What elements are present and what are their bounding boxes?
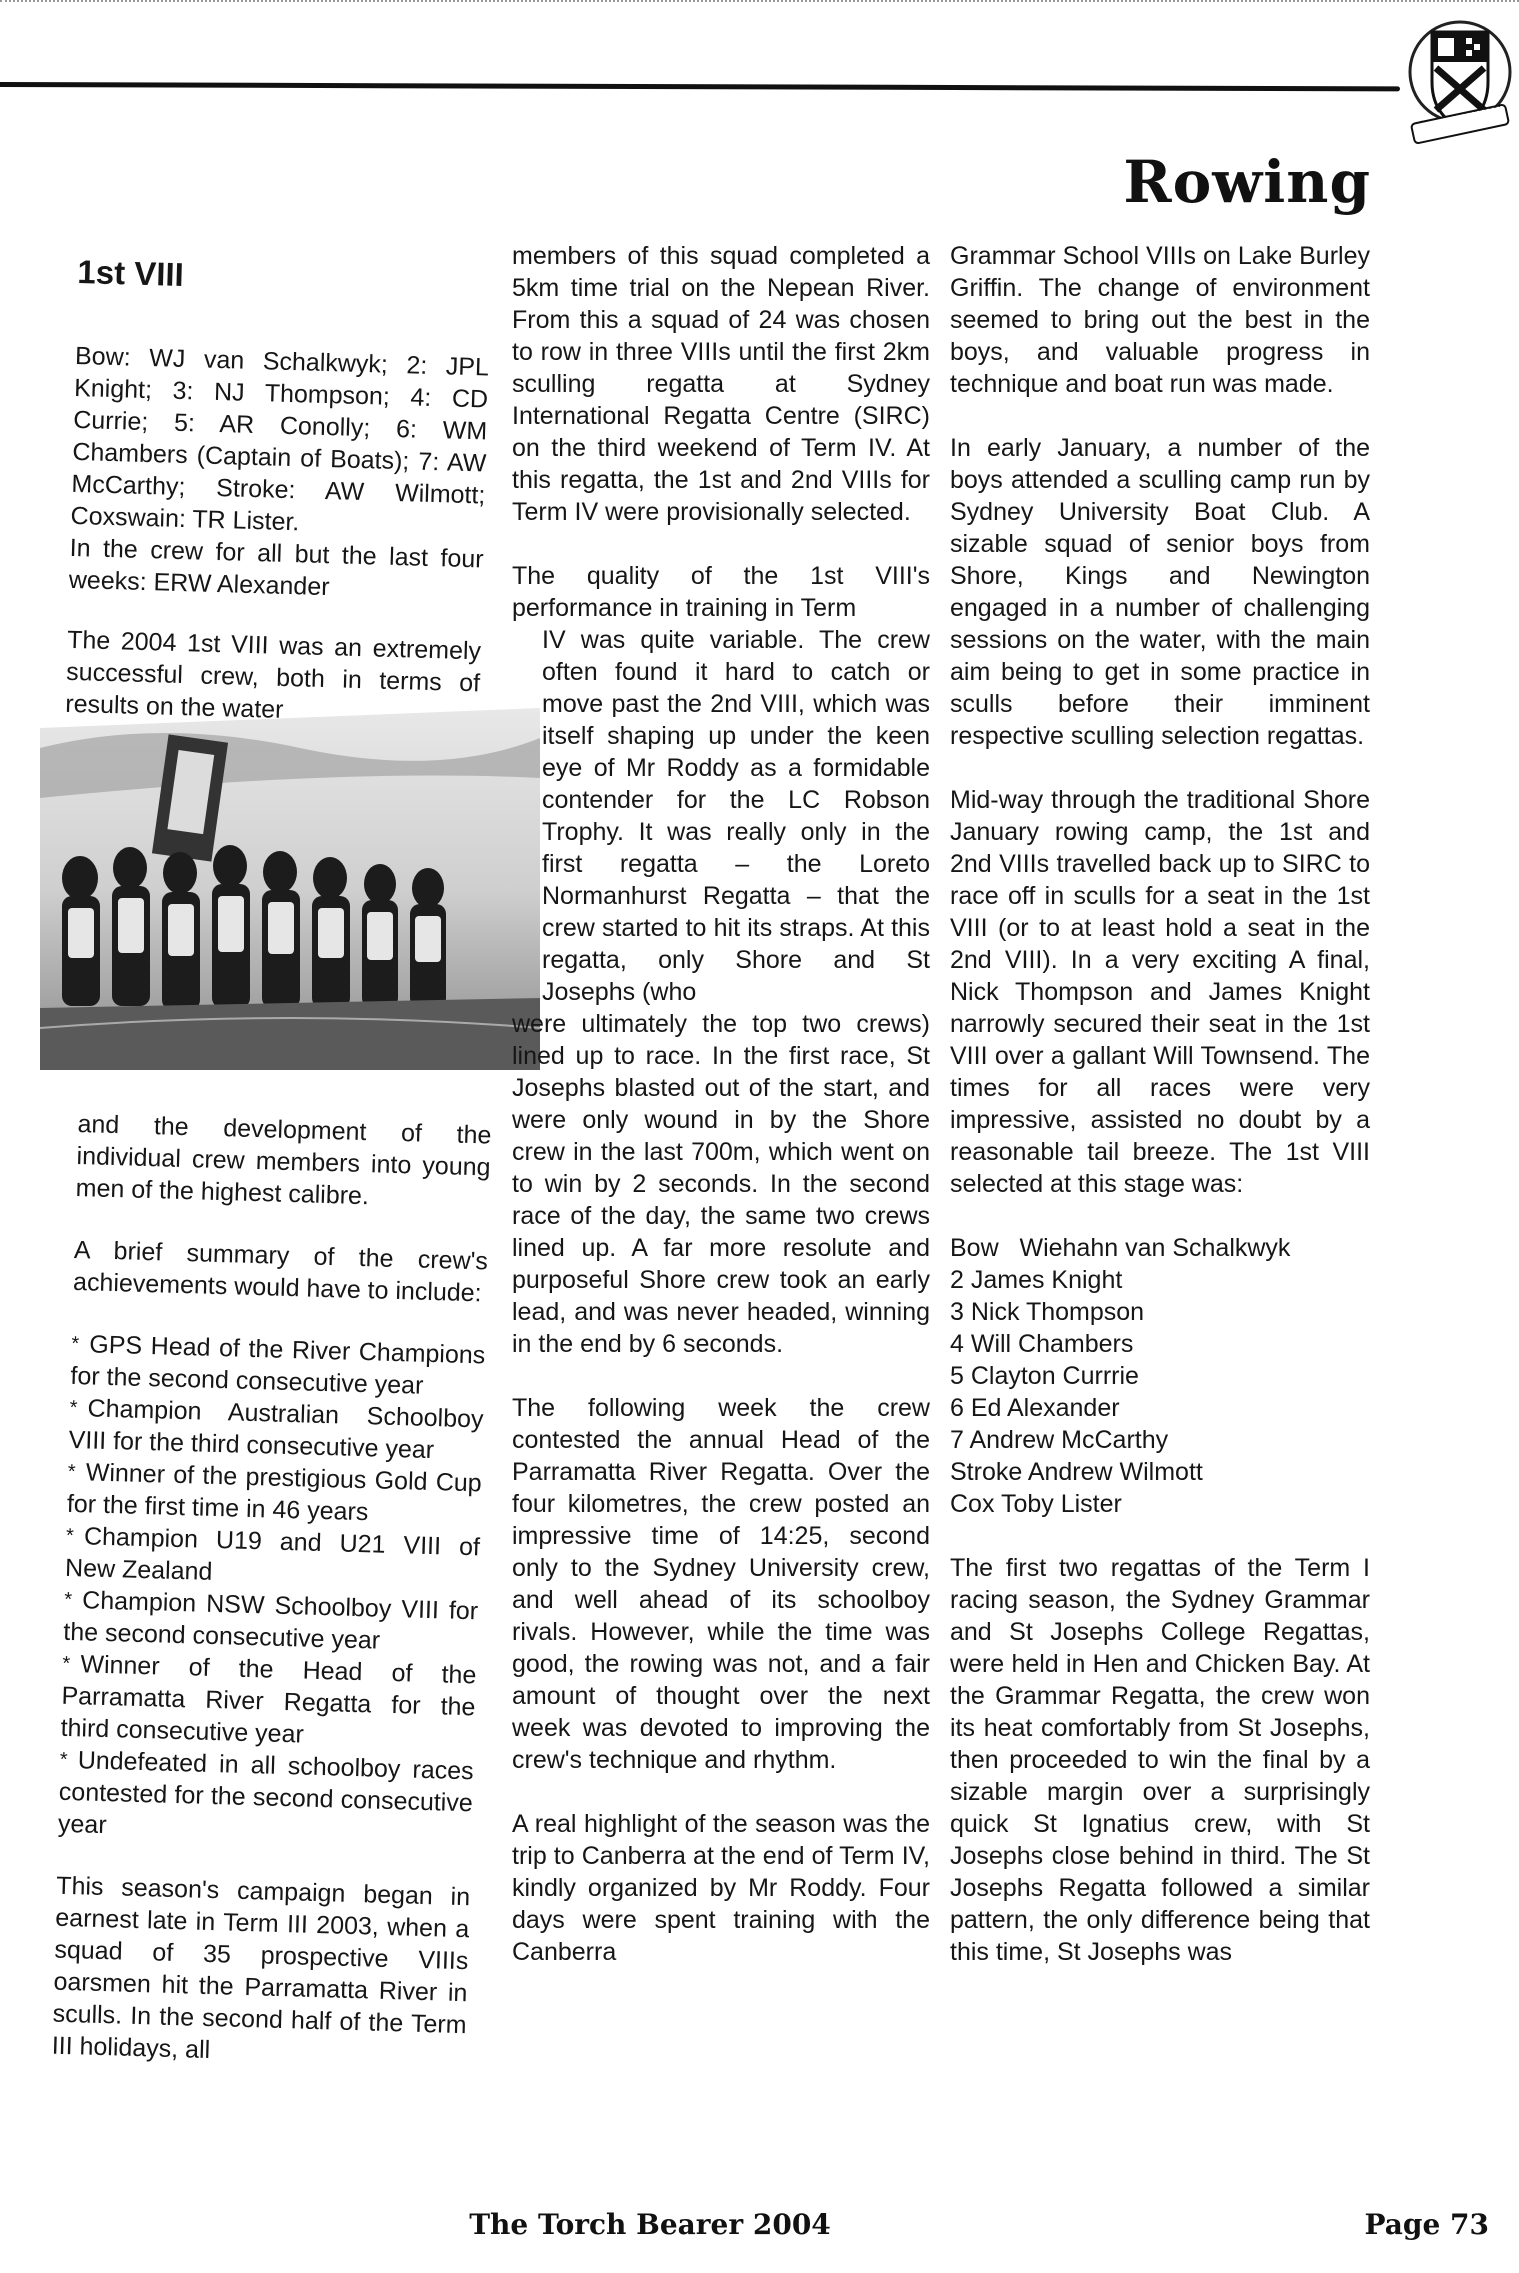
list-item: * GPS Head of the River Champions for the second consecutive year bbox=[70, 1330, 486, 1400]
list-item: * Champion NSW Schoolboy VIII for the second consecutive year bbox=[62, 1586, 479, 1655]
crew-extra: In the crew for all but the last four weeks: ERW Alexander bbox=[68, 533, 484, 602]
selection-paragraph: Mid-way through the traditional Shore January rowing camp, the 1st and 2nd VIIIs travelled back up to SIRC to race off in sculls for a seat in the 1st VIII (or to at least hold a seat in the 2nd VIII). In a very exciting A final, Nick Thompson and James Knight narrowly secured their seat in the 1st VIII over a gallant Will Townsend. The times for all races were very impressive, assisted no doubt by a reasonable tail breeze. The 1st VIII selected at this stage was: bbox=[950, 786, 1370, 1198]
crew-heading: 1st VIII bbox=[76, 252, 185, 293]
regattas-paragraph: The first two regattas of the Term I racing season, the Sydney Grammar and St Josephs College Regattas, were held in Hen and Chicken Bay. At the Grammar Regatta, the crew won its heat comfortably from St Josephs, then proceeded to win the final by a sizable margin over a surprisingly quick St Ignatius crew, with St Josephs close behind in third. The St Josephs Regatta followed a similar pattern, the only difference being that this time, St Josephs was bbox=[950, 1554, 1370, 1966]
page-number: Page 73 bbox=[1364, 2208, 1489, 2241]
quality-paragraph-a: The quality of the 1st VIII's performance in training in Term bbox=[512, 562, 930, 622]
list-item: 7 Andrew McCarthy bbox=[950, 1426, 1169, 1454]
squad-paragraph: members of this squad completed a 5km time trial on the Nepean River. From this a squad of 24 was chosen to row in three VIIIs until the first 2km sculling regatta at Sydney International Regatta Centre (SIRC) on the third weekend of Term IV. At this regatta, the 1st and 2nd VIIIs for Term IV were provisionally selected. bbox=[512, 242, 930, 526]
list-item: * Champion U19 and U21 VIII of New Zealand bbox=[64, 1522, 481, 1586]
canberra-paragraph: A real highlight of the season was the trip to Canberra at the end of Term IV, kindly organized by Mr Roddy. Four days were spent training with the Canberra bbox=[512, 1810, 930, 1966]
lineup-list bbox=[950, 1232, 1370, 1520]
list-item: Bow Wiehahn van Schalkwyk bbox=[950, 1234, 1291, 1262]
achievements-list bbox=[58, 1328, 486, 1851]
quality-paragraph-b: IV was quite variable. The crew often found it hard to catch or move past the 2nd VIII, which was itself shaping up under the keen eye of Mr Roddy as a formidable contender for the LC Robson Trophy. It was really only in the first regatta – the Loreto Normanhurst Regatta – that the crew started to hit its straps. At this regatta, only Shore and St Josephs (who bbox=[542, 626, 930, 1006]
list-item: * Undefeated in all schoolboy races contested for the second consecutive year bbox=[57, 1746, 475, 1840]
list-item: * Winner of the Head of the Parramatta River Regatta for the third consecutive year bbox=[60, 1650, 477, 1749]
list-item: 3 Nick Thompson bbox=[950, 1298, 1145, 1326]
sculling-camp-paragraph: In early January, a number of the boys attended a sculling camp run by Sydney University Boat Club. A sizable squad of senior boys from Shore, Kings and Newington engaged in a number of challenging sessions on the water, with the main aim being to get in some practice in sculls before their imminent respective sculling selection regattas. bbox=[950, 434, 1370, 750]
list-item: 2 James Knight bbox=[950, 1266, 1123, 1294]
intro-continued: and the development of the individual crew members into young men of the highest calibre. bbox=[75, 1109, 492, 1211]
column-1-top bbox=[64, 252, 492, 759]
list-item: Cox Toby Lister bbox=[950, 1490, 1122, 1518]
quality-paragraph-c: were ultimately the top two crews) lined up to race. In the first race, St Josephs blasted out of the start, and were only wound in by the Shore crew in the last 700m, which went on to win by 2 seconds. In the second race of the day, the same two crews lined up. A far more resolute and purposeful Shore crew took an early lead, and was never headed, winning in the end by 6 seconds. bbox=[512, 1010, 930, 1358]
crew-photo bbox=[40, 708, 540, 1070]
intro-paragraph: The 2004 1st VIII was an extremely successful crew, both in terms of results on the water bbox=[64, 625, 482, 724]
head-of-river-paragraph: The following week the crew contested the annual Head of the Parramatta River Regatta. Over the four kilometres, the crew posted an impressive time of 14:25, second only to the Sydney University crew, and well ahead of its schoolboy rivals. However, while the time was good, the rowing was not, and a fair amount of thought over the next week was devoted to improving the crew's technique and rhythm. bbox=[512, 1394, 930, 1774]
column-1-bottom bbox=[51, 1108, 492, 2103]
school-crest-icon bbox=[1404, 10, 1516, 160]
header-rule bbox=[0, 82, 1400, 91]
column-3 bbox=[950, 240, 1370, 2000]
list-item: 5 Clayton Currrie bbox=[950, 1362, 1139, 1390]
scan-edge bbox=[0, 0, 1519, 6]
summary-lead: A brief summary of the crew's achievements would have to include: bbox=[72, 1235, 489, 1308]
list-item: * Champion Australian Schoolboy VIII for the third consecutive year bbox=[68, 1394, 484, 1465]
list-item: Stroke Andrew Wilmott bbox=[950, 1458, 1203, 1486]
list-item: * Winner of the prestigious Gold Cup for the first time in 46 years bbox=[66, 1458, 483, 1527]
publication-footer: The Torch Bearer 2004 bbox=[469, 2208, 831, 2241]
list-item: 4 Will Chambers bbox=[950, 1330, 1134, 1358]
section-title: Rowing bbox=[1123, 148, 1371, 216]
crew-list: Bow: WJ van Schalkwyk; 2: JPL Knight; 3: NJ Thompson; 4: CD Currie; 5: AR Conolly; 6: WM Chambers (Captain of Boats); 7: AW McCarthy; Stroke: AW Wilmott; Coxswain: TR Lister. bbox=[70, 341, 490, 537]
list-item: 6 Ed Alexander bbox=[950, 1394, 1120, 1422]
column-2 bbox=[512, 240, 930, 2000]
burley-griffin-paragraph: Grammar School VIIIs on Lake Burley Griffin. The change of environment seemed to bring out the best in the boys, and valuable progress in technique and boat run was made. bbox=[950, 242, 1370, 398]
campaign-paragraph: This season's campaign began in earnest late in Term III 2003, when a squad of 35 prospective VIIIs oarsmen hit the Parramatta River in sculls. In the second half of the Term III holidays, all bbox=[51, 1871, 471, 2065]
